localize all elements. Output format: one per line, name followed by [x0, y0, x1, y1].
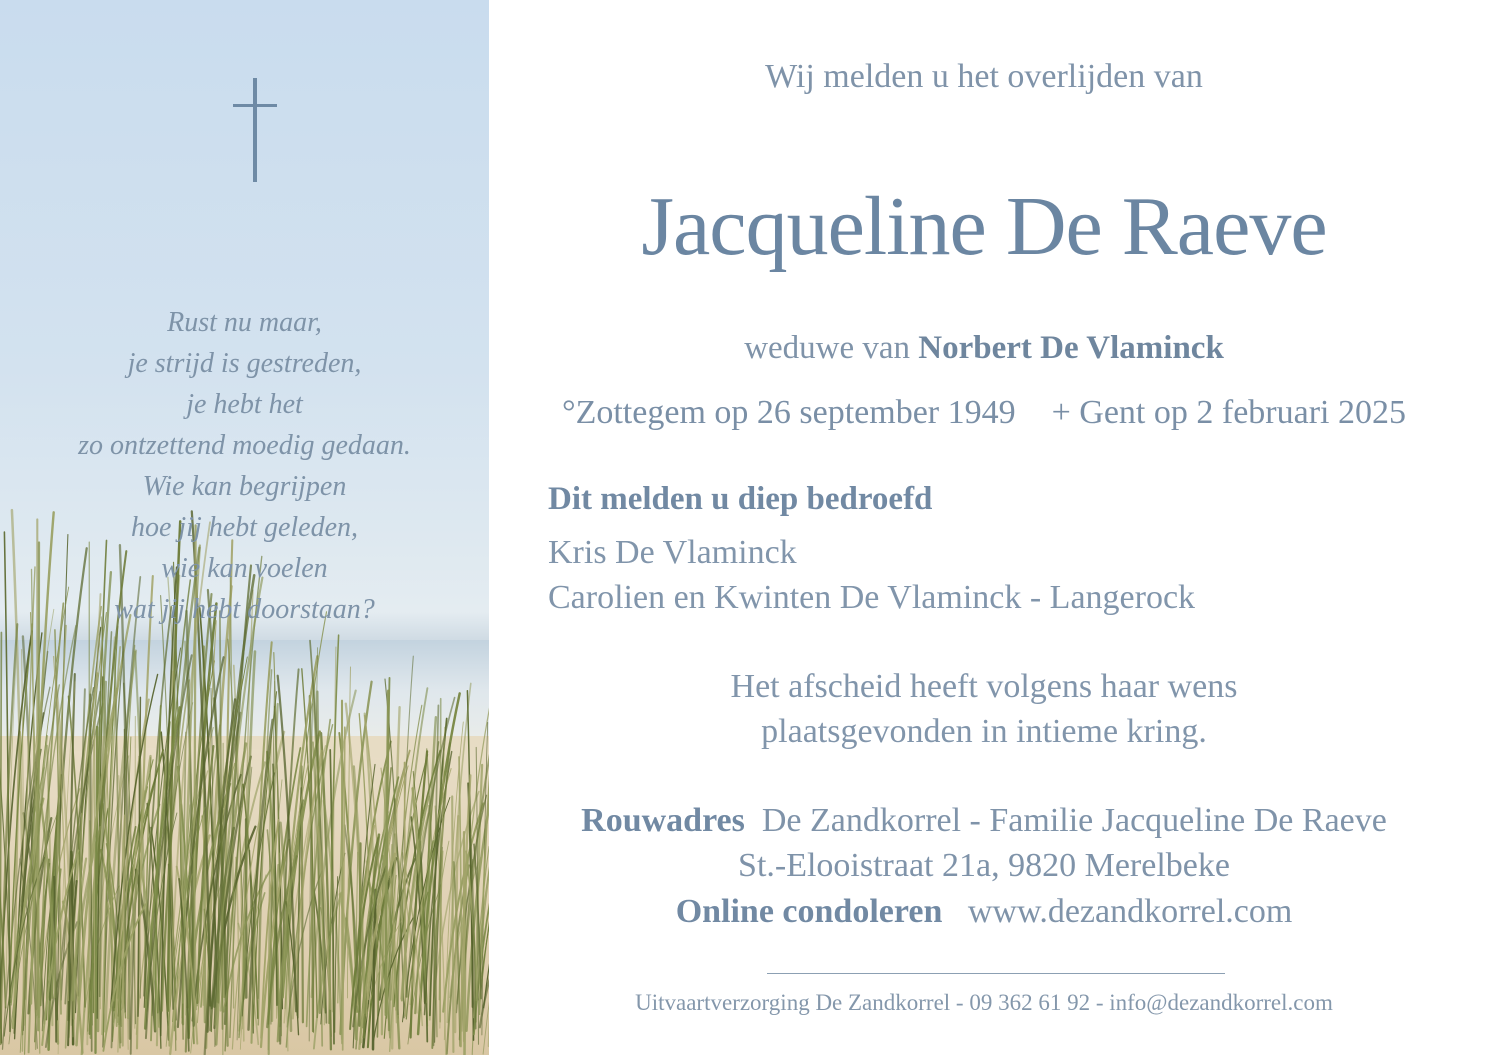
- poem-line: Rust nu maar,: [167, 307, 322, 338]
- side-panel: [0, 0, 489, 1055]
- online-label: Online condoleren: [675, 893, 943, 930]
- mourner: Kris De Vlaminck: [548, 534, 797, 571]
- poem-line: hoe jij hebt geleden,: [130, 512, 359, 543]
- farewell-line: Het afscheid heeft volgens haar wens: [730, 668, 1238, 705]
- cross-icon: [233, 78, 277, 182]
- address-name: De Zandkorrel - Familie Jacqueline De Raeve: [761, 802, 1387, 839]
- poem: [0, 302, 489, 630]
- widow-prefix: weduwe van: [744, 330, 911, 366]
- notice: [489, 0, 1488, 1055]
- deceased-name: Jacqueline De Raeve: [641, 180, 1327, 273]
- poem-line: je strijd is gestreden,: [127, 348, 362, 379]
- address-label: Rouwadres: [581, 802, 745, 839]
- footer-text: Uitvaartverzorging De Zandkorrel - 09 362 61 92 - info@dezandkorrel.com: [635, 990, 1333, 1015]
- poem-line: wie kan voelen: [161, 553, 328, 584]
- birth-date: °Zottegem op 26 september 1949: [562, 394, 1016, 431]
- online-url[interactable]: www.dezandkorrel.com: [967, 893, 1293, 930]
- mourners-heading: Dit melden u diep bedroefd: [548, 481, 933, 517]
- divider: [767, 973, 1225, 974]
- online-line: [489, 893, 1479, 931]
- address-street: St.-Elooistraat 21a, 9820 Merelbeke: [738, 847, 1230, 884]
- death-date: + Gent op 2 februari 2025: [1051, 394, 1406, 431]
- mourner: Carolien en Kwinten De Vlaminck - Langerock: [548, 579, 1196, 616]
- intro-text: Wij melden u het overlijden van: [765, 58, 1203, 95]
- spouse-name: Norbert De Vlaminck: [918, 330, 1224, 366]
- poem-line: zo ontzettend moedig gedaan.: [78, 430, 411, 461]
- poem-line: wat jij hebt doorstaan?: [114, 594, 375, 625]
- dates-line: [489, 394, 1479, 432]
- poem-line: je hebt het: [186, 389, 303, 420]
- address-line: [489, 802, 1479, 840]
- poem-line: Wie kan begrijpen: [142, 471, 347, 502]
- widow-line: [489, 330, 1479, 367]
- farewell-line: plaatsgevonden in intieme kring.: [761, 713, 1207, 750]
